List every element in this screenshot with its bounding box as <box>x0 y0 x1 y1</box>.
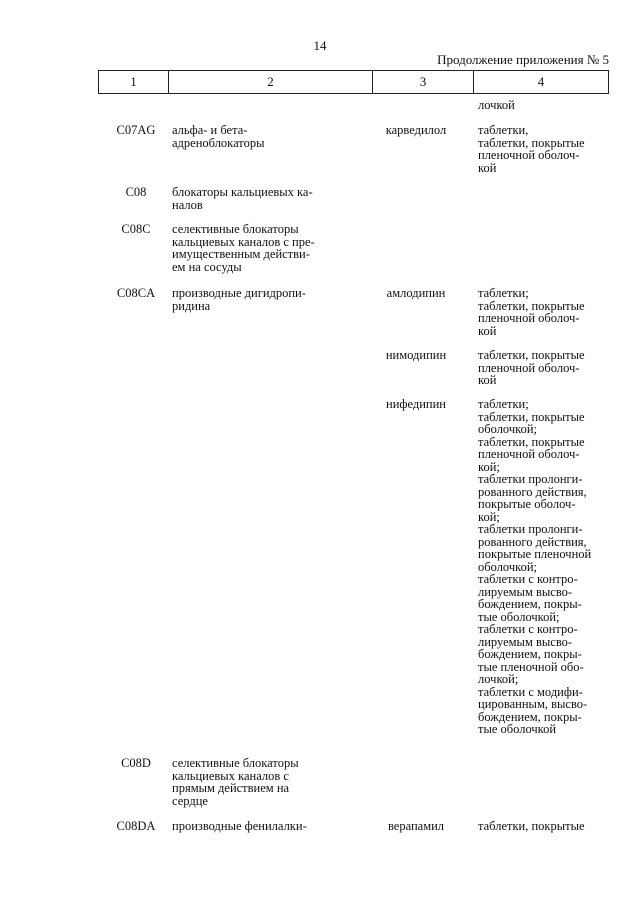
row-1-drug: карведилол <box>385 123 447 137</box>
row-1-form: таблетки, таблетки, покрытые пленочной оболоч- кой <box>478 123 585 175</box>
appendix-note: Продолжение приложения № 5 <box>437 52 609 67</box>
row-8-form: таблетки, покрытые <box>478 819 585 833</box>
row-2-code: C08 <box>125 185 147 199</box>
row-8-group: производные фенилалки- <box>172 819 307 833</box>
row-4-drug: амлодипин <box>386 286 446 300</box>
column-header-1: 1 <box>99 71 169 94</box>
row-5-drug: нимодипин <box>385 348 447 362</box>
column-header-4: 4 <box>474 71 609 94</box>
row-3-code: C08C <box>121 222 151 236</box>
row-5-form: таблетки, покрытые пленочной оболоч- кой <box>478 348 585 387</box>
row-0-form: лочкой <box>478 98 515 112</box>
row-7-group: селективные блокаторы кальциевых каналов с прямым действием на сердце <box>172 756 299 808</box>
row-6-drug: нифедипин <box>386 397 446 411</box>
row-6-form: таблетки; таблетки, покрытые оболочкой; таблетки, покрытые пленочной оболоч- кой; таблетки пролонги- рованного действия, покрытые оболоч- кой; таблетки пролонги- рованного действия, покрытые пленочной оболочкой; таблетки с контро- лируемым высво- бождением, покры- тые оболочкой; таблетки с контро- лируемым высво- бождением, покры- тые пленочной обо- лочкой; таблетки с модифи- цированным, высво- бождением, покры- тые оболочкой <box>478 397 592 736</box>
row-1-code: C07AG <box>116 123 156 137</box>
row-1-group: альфа- и бета- адреноблокаторы <box>172 123 265 150</box>
row-3-group: селективные блокаторы кальциевых каналов с пре- имущественным действи- ем на сосуды <box>172 222 315 274</box>
row-4-group: производные дигидропи- ридина <box>172 286 306 313</box>
row-8-drug: верапамил <box>387 819 445 833</box>
row-2-group: блокаторы кальциевых ка- налов <box>172 185 313 212</box>
row-8-code: C08DA <box>116 819 156 833</box>
row-4-code: C08CA <box>116 286 156 300</box>
column-header-3: 3 <box>373 71 474 94</box>
page-number: 14 <box>313 38 327 53</box>
row-7-code: C08D <box>121 756 151 770</box>
column-header-table <box>98 70 609 94</box>
row-4-form: таблетки; таблетки, покрытые пленочной оболоч- кой <box>478 286 585 338</box>
column-header-2: 2 <box>169 71 373 94</box>
